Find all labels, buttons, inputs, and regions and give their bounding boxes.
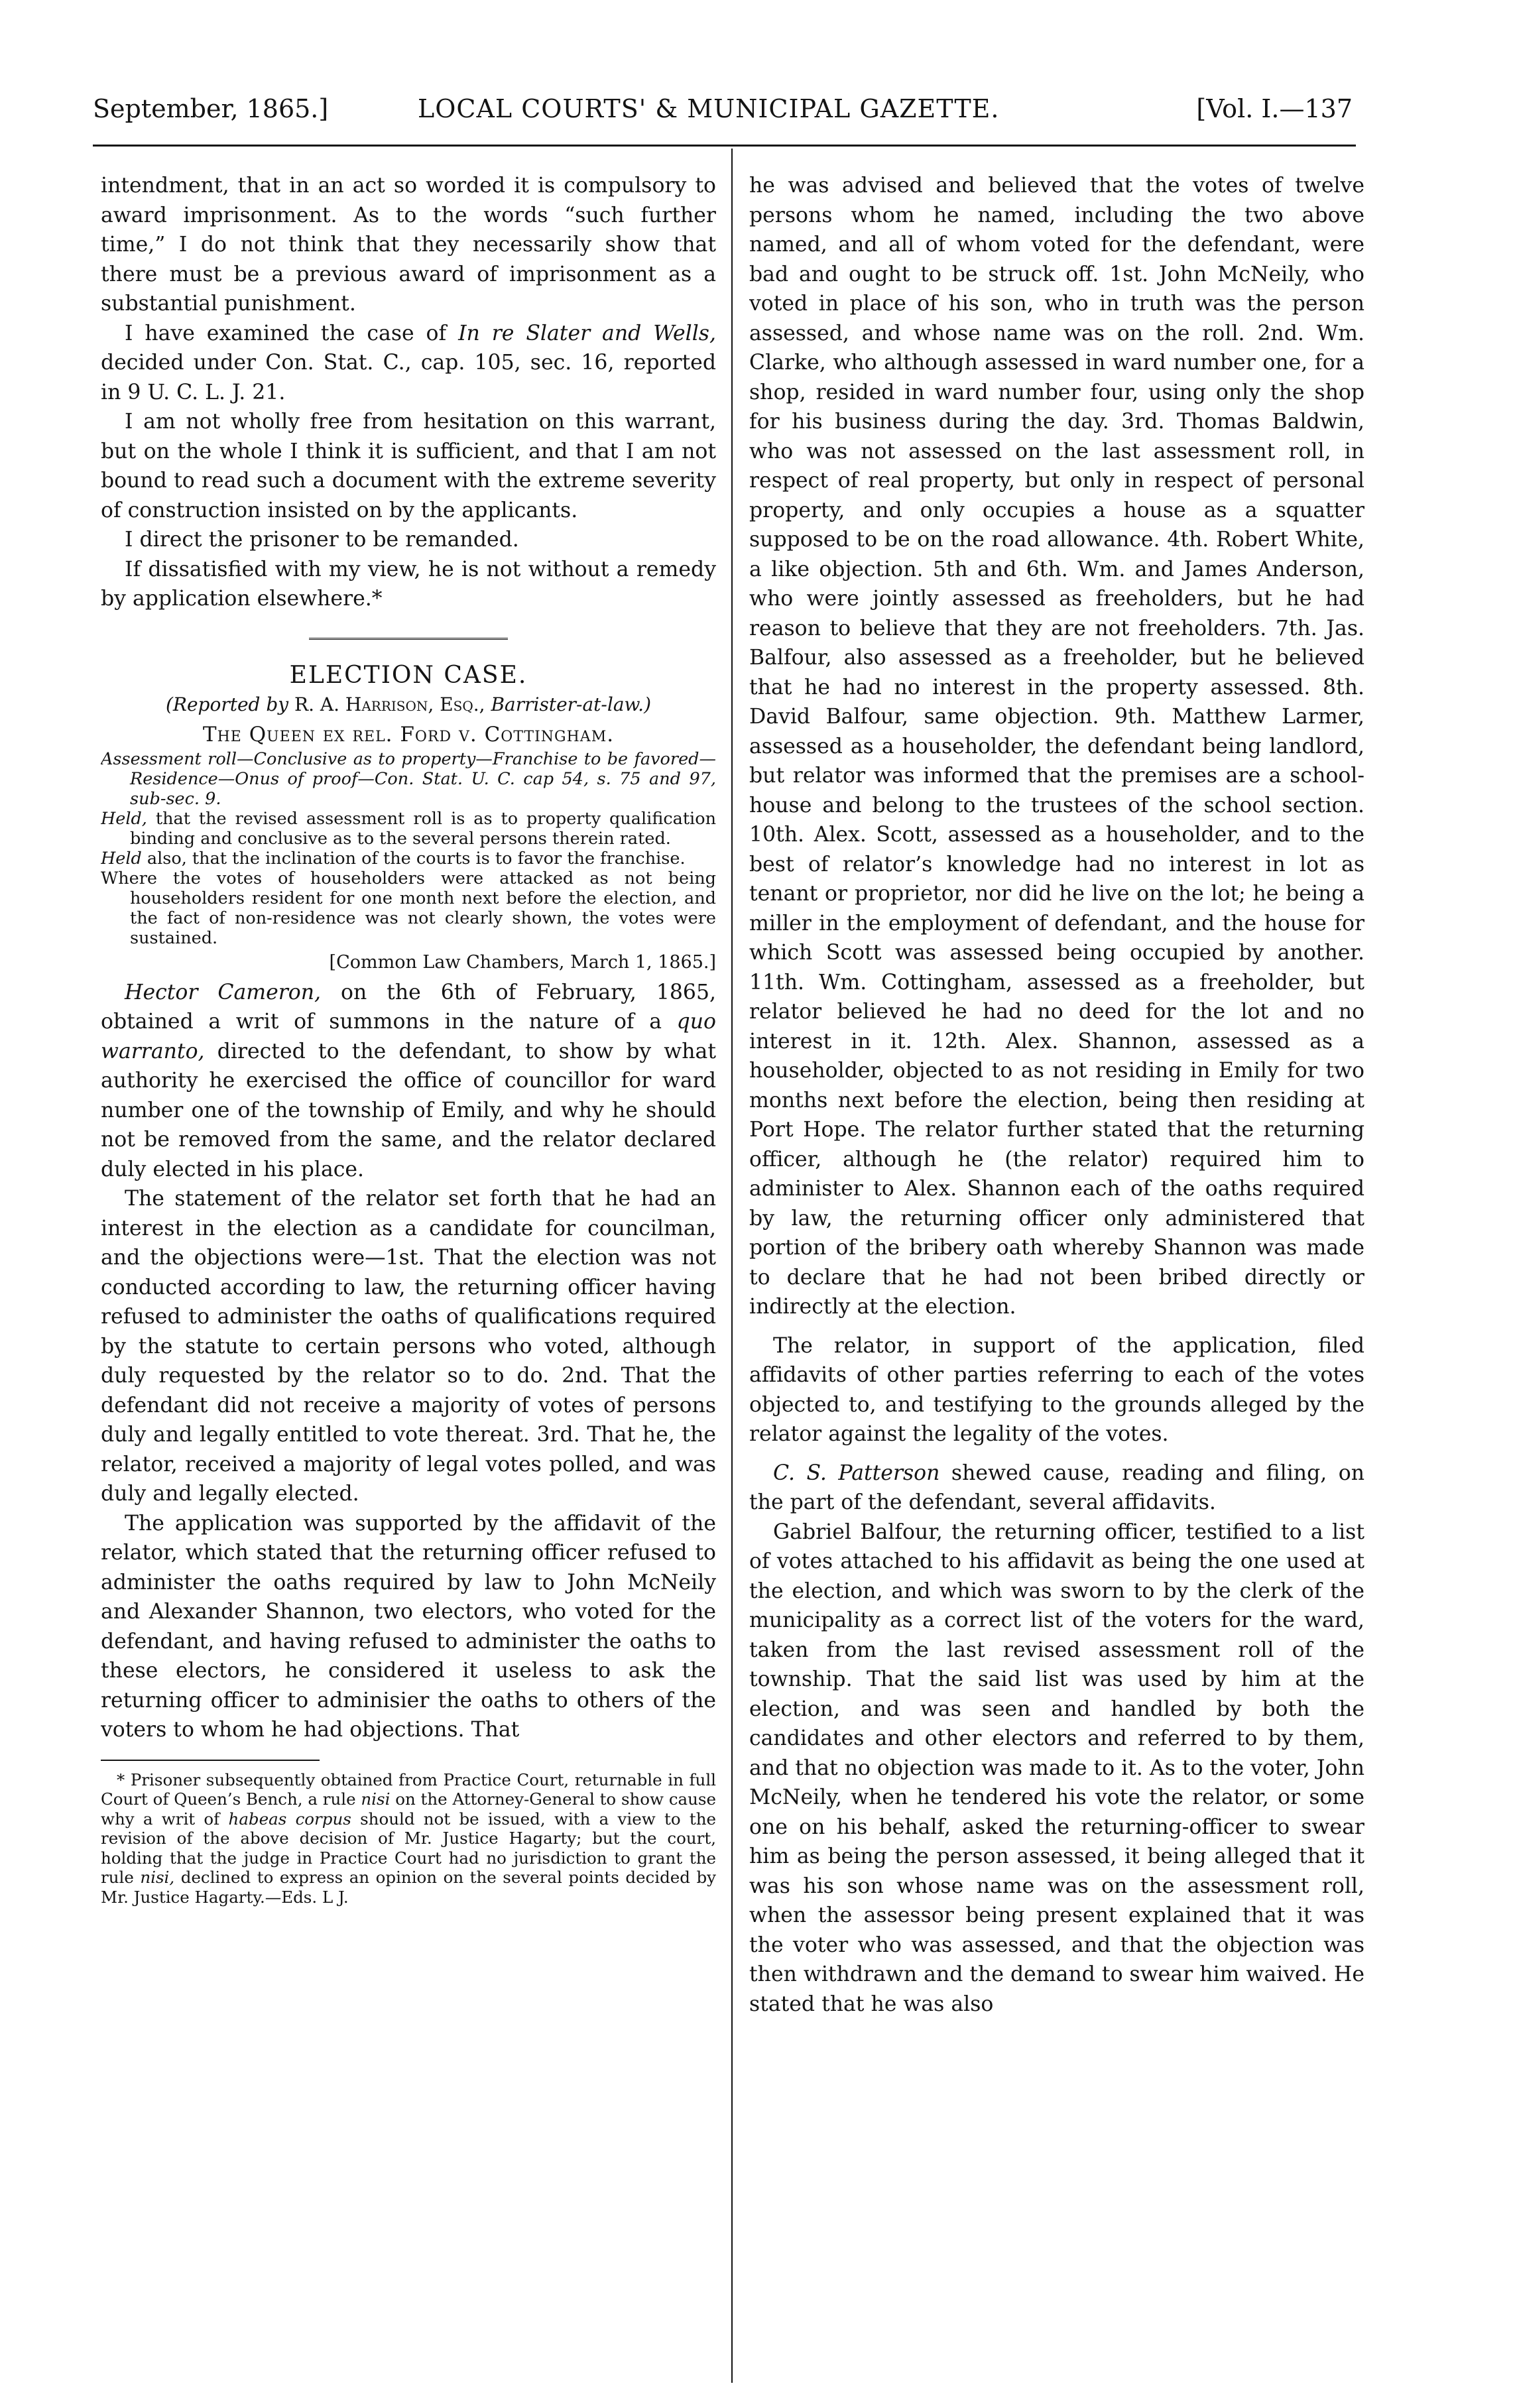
text: shewed cause, reading and filing, on the part of the defendant, several affidavits. bbox=[749, 1461, 1364, 1514]
section-title: ELECTION CASE. bbox=[289, 661, 528, 689]
text: on the 6th of February, 1865, obtained a writ of summons in the nature of a bbox=[101, 980, 716, 1034]
paragraph bbox=[101, 319, 716, 408]
person-name: Hector Cameron, bbox=[125, 980, 322, 1004]
paragraph: The application was supported by the affidavit of the relator, which stated that the returning officer refused to administer the oaths required by law to John McNeily and Alexander Shannon, two electors, who voted for the defendant, and having refused to administer the oaths to these electors, he considered it useless to ask the returning officer to adminisier the oaths to others of the voters to whom he had objections. That bbox=[101, 1511, 716, 1742]
paragraph: The statement of the relator set forth that he had an interest in the election as a candidate for councilman, and the objections were—1st. That the election was not conducted according to law, the returning officer having refused to administer the oaths of qualifications required by the statute to certain persons who voted, although duly requested by the relator so to do. 2nd. That the defendant did not receive a majority of votes of persons duly and legally entitled to vote thereat. 3rd. That he, the relator, received a majority of legal votes polled, and was duly and legally elected. bbox=[101, 1187, 716, 1506]
text: directed to the defendant, to show by what authority he exercised the office of councillor for ward number one of the township of Emily, and why he should not be removed from the same, and the relator declared duly elected in his place. bbox=[101, 1039, 716, 1181]
case-title: The Queen ex rel. Ford v. Cottingham. bbox=[202, 722, 615, 747]
paragraph bbox=[101, 978, 716, 1185]
text: * Prisoner subsequently obtained from Practice Court, returnable in full Court of Queen’s Bench, a rule bbox=[101, 1770, 716, 1809]
text: nisi bbox=[361, 1789, 391, 1809]
text: declined to express an opinion on the several points decided by Mr. Justice Hagarty.—Eds. L J. bbox=[101, 1868, 716, 1907]
running-header bbox=[93, 91, 1353, 139]
footnote-rule bbox=[101, 1760, 320, 1761]
paragraph: The relator, in support of the application, filed affidavits of other parties referring to each of the votes objected to, and testifying to the grounds alleged by the relator against the legality of the votes. bbox=[749, 1333, 1364, 1446]
paragraph: intendment, that in an act so worded it is compulsory to award imprisonment. As to the words “such further time,” I do not think that they necessarily show that there must be a previous award of imprisonment as a substantial punishment. bbox=[101, 174, 716, 316]
section-rule bbox=[309, 638, 508, 642]
case-name: In re Slater and Wells, bbox=[458, 321, 716, 345]
header-volume: [Vol. I.—137 bbox=[1196, 94, 1353, 123]
paragraph: I direct the prisoner to be remanded. bbox=[125, 528, 519, 552]
text: Held bbox=[101, 849, 142, 869]
headnote bbox=[101, 849, 716, 869]
header-rule bbox=[93, 145, 1356, 147]
writ-name: quo warranto, bbox=[101, 1010, 716, 1063]
reporter-line bbox=[101, 690, 716, 720]
footnote bbox=[101, 1770, 716, 1907]
right-column bbox=[749, 171, 1364, 2392]
paragraph bbox=[749, 1459, 1364, 1518]
text: should not be issued, with a view to the revision of the above decision of Mr. Justice Hagarty; but the court, holding that the judge in Practice Court had no jurisdiction to grant the rule bbox=[101, 1809, 716, 1887]
header-title: LOCAL COURTS' & MUNICIPAL GAZETTE. bbox=[418, 94, 1000, 123]
headnote bbox=[101, 749, 716, 809]
left-column bbox=[101, 171, 716, 2392]
text: also, that the inclination of the courts is to favor the franchise. bbox=[141, 849, 686, 869]
text: (Reported by bbox=[165, 693, 295, 715]
text: that the revised assessment roll is as to property qualification binding and conclusive as to the several persons therein rated. bbox=[130, 809, 716, 849]
text: Assessment roll—Conclusive as to property—Franchise to be favored—Residence—Onus of proof—Con. Stat. U. C. cap 54, s. 75 and 97, sub-sec. 9. bbox=[101, 749, 716, 809]
court-line: [Common Law Chambers, March 1, 1865.] bbox=[329, 952, 716, 973]
text: on the Attorney-General to show cause why a writ of bbox=[101, 1789, 716, 1829]
paragraph: If dissatisfied with my view, he is not without a remedy by application elsewhere.* bbox=[101, 557, 716, 611]
text: Barrister-at-law.) bbox=[485, 693, 652, 715]
paragraph: Gabriel Balfour, the returning officer, testified to a list of votes attached to his affidavit as being the one used at the election, and which was sworn to by the clerk of the municipality as a correct list of the voters for the ward, taken from the last revised assessment roll of the township. That the said list was used by him at the election, and was seen and handled by both the candidates and other electors and referred to by them, and that no objection was made to it. As to the voter, John McNeily, when he tendered his vote the relator, or some one on his behalf, asked the returning-officer to swear him as being the person assessed, it being alleged that it was his son whose name was on the assessment roll, when the assessor being present explained that it was the voter who was assessed, and that the objection was then withdrawn and the demand to swear him waived. He stated that he was also bbox=[749, 1520, 1364, 2016]
paragraph: he was advised and believed that the votes of twelve persons whom he named, including the two above named, and all of whom voted for the defendant, were bad and ought to be struck off. 1st. John McNeily, who voted in place of his son, who in truth was the person assessed, and whose name was on the roll. 2nd. Wm. Clarke, who although assessed in ward number one, for a shop, resided in ward number four, using only the shop for his business during the day. 3rd. Thomas Baldwin, who was not assessed on the last assessment roll, in respect of real property, but only in respect of personal property, and only occupies a house as a squatter supposed to be on the road allowance. 4th. Robert White, a like objection. 5th and 6th. Wm. and James Anderson, who were jointly assessed as freeholders, but he had reason to believe that they are not freeholders. 7th. Jas. Balfour, also assessed as a freeholder, but he believed that he had no interest in the property assessed. 8th. David Balfour, same objection. 9th. Matthew Larmer, assessed as a householder, the defendant being landlord, but relator was informed that the premises are a school-house and belong to the trustees of the school section. 10th. Alex. Scott, assessed as a householder, and to the best of relator’s knowledge had no interest in lot as tenant or proprietor, nor did he live on the lot; he being a miller in the employment of defendant, and the house for which Scott was assessed being occupied by another. 11th. Wm. Cottingham, assessed as a freeholder, but relator believed he had no deed for the lot and no interest in it. 12th. Alex. Shannon, assessed as a householder, objected to as not residing in Emily for two months next before the election, being then residing at Port Hope. The relator further stated that the returning officer, although he (the relator) required him to administer to Alex. Shannon each of the oaths required by law, the returning officer only administered that portion of the bribery oath whereby Shannon was made to declare that he had not been bribed directly or indirectly at the election. bbox=[749, 174, 1364, 1319]
headnote bbox=[101, 809, 716, 849]
headnote: Where the votes of householders were attacked as not being householders resident for one month next before the election, and the fact of non-residence was not clearly shown, the votes were sustained. bbox=[101, 869, 716, 948]
text: decided under Con. Stat. C., cap. 105, sec. 16, reported in 9 U. C. L. J. 21. bbox=[101, 351, 716, 404]
text: habeas corpus bbox=[228, 1809, 351, 1829]
paragraph: I am not wholly free from hesitation on this warrant, but on the whole I think it is sufficient, and that I am not bound to read such a document with the extreme severity of construction insisted on by the applicants. bbox=[101, 410, 716, 522]
header-date: September, 1865.] bbox=[93, 94, 329, 123]
column-divider bbox=[731, 149, 733, 2383]
text: Held, bbox=[101, 809, 147, 829]
person-name: C. S. Patterson bbox=[773, 1461, 940, 1485]
text: nisi, bbox=[140, 1868, 175, 1887]
text: I have examined the case of bbox=[125, 321, 459, 345]
reporter-name: R. A. Harrison, Esq., bbox=[294, 693, 485, 715]
